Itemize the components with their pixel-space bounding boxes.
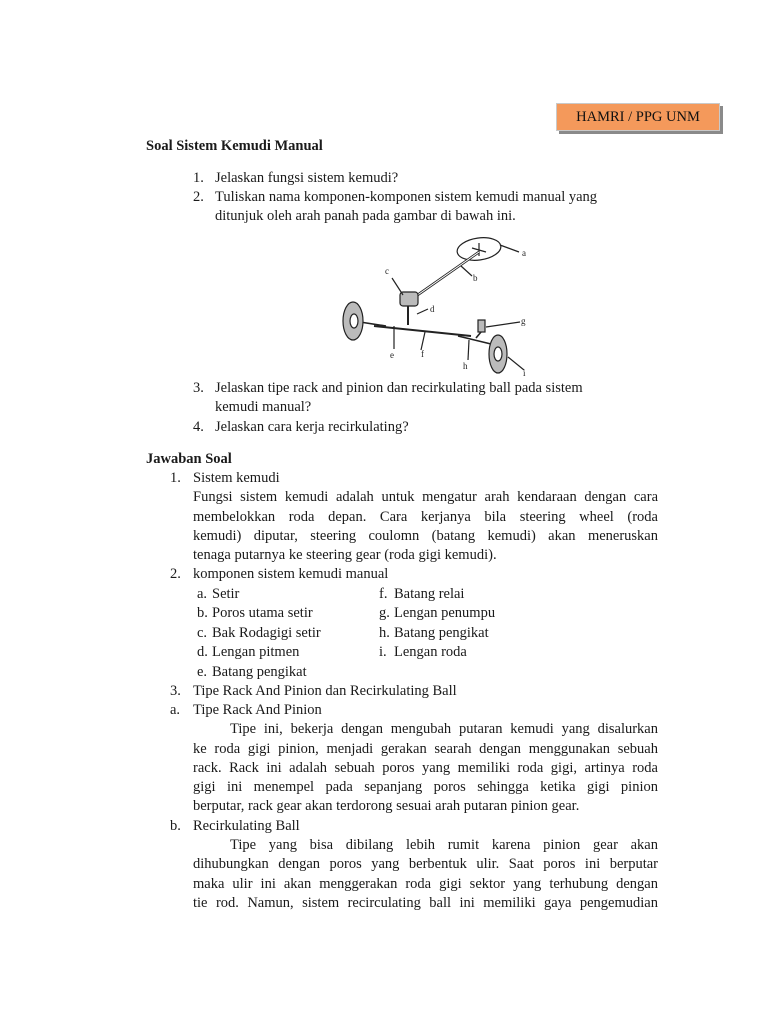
soal-3-number: 3. xyxy=(193,380,204,396)
soal-1-text: Jelaskan fungsi sistem kemudi? xyxy=(215,170,399,186)
jawaban-1-line4: tenaga putarnya ke steering gear (roda gigi kemudi). xyxy=(193,547,497,563)
component-d-letter: d. xyxy=(197,644,208,660)
soal-1-number: 1. xyxy=(193,170,204,186)
component-g-text: Lengan penumpu xyxy=(394,605,496,621)
component-d-text: Lengan pitmen xyxy=(212,644,300,660)
jawaban-2-heading: komponen sistem kemudi manual xyxy=(193,566,389,582)
soal-2-number: 2. xyxy=(193,189,204,205)
author-badge xyxy=(556,103,720,131)
soal-3-text-line1: Jelaskan tipe rack and pinion dan recirkulating ball pada sistem xyxy=(215,380,583,396)
component-f-text: Batang relai xyxy=(394,586,465,602)
label-i: i xyxy=(523,368,526,378)
label-c: c xyxy=(385,266,389,276)
right-wheel-hub xyxy=(494,347,502,361)
pointer-line xyxy=(461,266,472,276)
soal-3-text-line2: kemudi manual? xyxy=(215,399,312,415)
soal-4-text: Jelaskan cara kerja recirkulating? xyxy=(215,419,409,435)
jawaban-3a-line1: Tipe ini, bekerja dengan mengubah putaran kemudi yang disalurkan xyxy=(230,721,658,737)
jawaban-3b-letter: b. xyxy=(170,818,181,834)
jawaban-1-line3: kemudi) diputar, steering coulomn (batang kemudi) akan meneruskan xyxy=(193,528,658,544)
pointer-line xyxy=(468,340,469,360)
steering-column-inner xyxy=(409,252,479,301)
pointer-line xyxy=(508,357,524,370)
jawaban-3b-line1: Tipe yang bisa dibilang lebih rumit karena pinion gear akan xyxy=(230,837,658,853)
label-e: e xyxy=(390,350,394,360)
soal-2-text-line2: ditunjuk oleh arah panah pada gambar di bawah ini. xyxy=(215,208,516,224)
component-i-text: Lengan roda xyxy=(394,644,467,660)
jawaban-title: Jawaban Soal xyxy=(146,451,232,467)
steering-system-diagram xyxy=(336,226,546,378)
jawaban-3a-heading: Tipe Rack And Pinion xyxy=(193,702,322,718)
idler-arm-bracket xyxy=(478,320,485,332)
label-b: b xyxy=(473,273,478,283)
pointer-line xyxy=(421,332,425,350)
tie-rod-left xyxy=(360,322,386,326)
component-i-letter: i. xyxy=(379,644,387,660)
component-e-text: Batang pengikat xyxy=(212,664,307,680)
component-b-text: Poros utama setir xyxy=(212,605,313,621)
jawaban-2-number: 2. xyxy=(170,566,181,582)
jawaban-3a-line3: rack. Rack ini adalah sebuah poros yang memiliki roda gigi, artinya roda xyxy=(193,760,658,776)
pointer-line xyxy=(417,309,428,314)
component-c-letter: c. xyxy=(197,625,208,641)
component-g-letter: g. xyxy=(379,605,390,621)
tie-rod-right xyxy=(458,336,491,344)
component-h-letter: h. xyxy=(379,625,390,641)
pointer-line xyxy=(486,322,520,327)
jawaban-3-heading: Tipe Rack And Pinion dan Recirkulating Ball xyxy=(193,683,457,699)
component-e-letter: e. xyxy=(197,664,208,680)
author-badge-text: HAMRI / PPG UNM xyxy=(576,108,700,125)
pointer-line xyxy=(500,245,519,252)
component-b-letter: b. xyxy=(197,605,208,621)
component-h-text: Batang pengikat xyxy=(394,625,489,641)
label-h: h xyxy=(463,361,468,371)
component-a-text: Setir xyxy=(212,586,240,602)
label-d: d xyxy=(430,304,435,314)
pointer-line xyxy=(392,278,403,295)
label-g: g xyxy=(521,316,526,326)
idler-arm xyxy=(476,332,481,338)
component-a-letter: a. xyxy=(197,586,208,602)
soal-4-number: 4. xyxy=(193,419,204,435)
component-c-text: Bak Rodagigi setir xyxy=(212,625,321,641)
jawaban-3a-line2: ke roda gigi pinion, menjadi gerakan searah dengan menggunakan sebuah xyxy=(193,741,658,757)
soal-title: Soal Sistem Kemudi Manual xyxy=(146,138,323,154)
soal-2-text-line1: Tuliskan nama komponen-komponen sistem kemudi manual yang xyxy=(215,189,598,205)
component-f-letter: f. xyxy=(379,586,388,602)
jawaban-1-line2: membelokkan roda depan. Cara kerjanya bila steering wheel (roda xyxy=(193,509,658,525)
jawaban-3-number: 3. xyxy=(170,683,181,699)
jawaban-3b-heading: Recirkulating Ball xyxy=(193,818,300,834)
jawaban-3a-letter: a. xyxy=(170,702,181,718)
jawaban-1-line1: Fungsi sistem kemudi adalah untuk mengatur arah kendaraan dengan cara xyxy=(193,489,658,505)
label-a: a xyxy=(522,248,526,258)
jawaban-3b-line2: dihubungkan dengan poros yang berbentuk ulir. Saat poros ini berputar xyxy=(193,856,658,872)
jawaban-1-number: 1. xyxy=(170,470,181,486)
left-wheel-hub xyxy=(350,314,358,328)
jawaban-3b-line4: tie rod. Namun, sistem recirculating ball ini memiliki gaya pengemudian xyxy=(193,895,658,911)
jawaban-3a-line5: berputar, rack gear akan terdorong sesuai arah putaran pinion gear. xyxy=(193,798,580,814)
jawaban-1-heading: Sistem kemudi xyxy=(193,470,280,486)
label-f: f xyxy=(421,349,424,359)
relay-rod xyxy=(374,326,471,336)
jawaban-3a-line4: gigi ini menempel pada sepanjang poros sehingga ketika gigi pinion xyxy=(193,779,658,795)
jawaban-3b-line3: maka ulir ini akan menggerakan roda gigi sektor yang terhubung dengan xyxy=(193,876,658,892)
